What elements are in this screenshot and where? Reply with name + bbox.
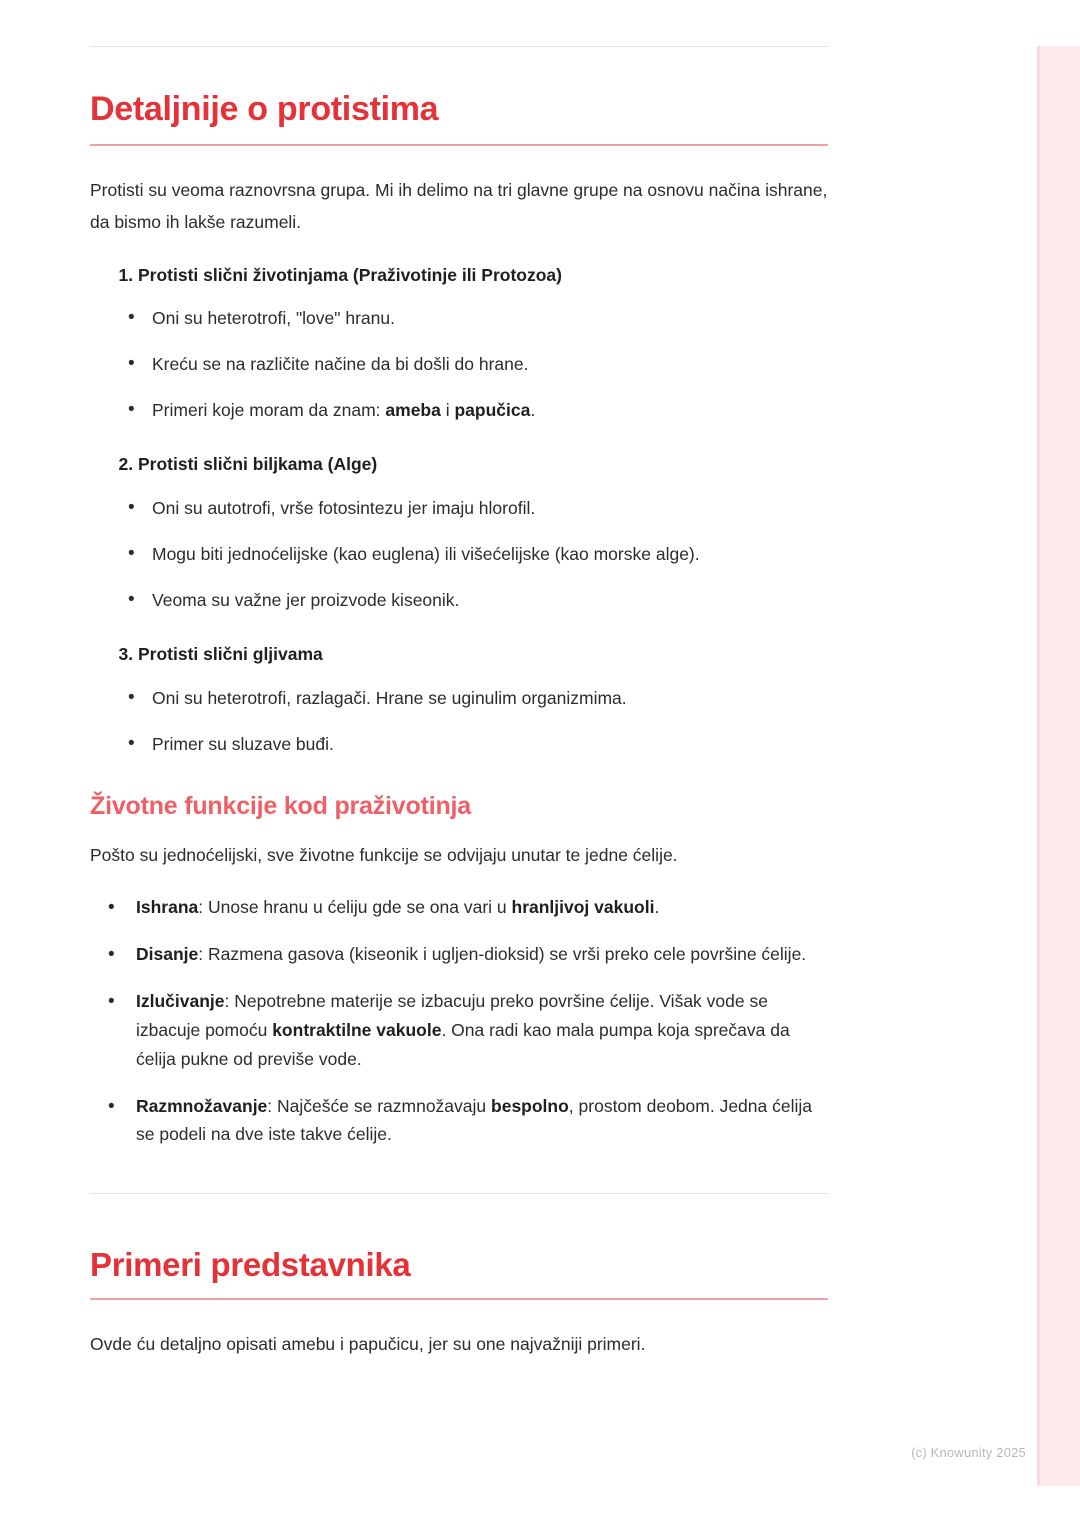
bullet-text-mid: i xyxy=(440,400,455,421)
function-text: : Unose hranu u ćeliju gde se ona vari u xyxy=(198,897,512,918)
group-heading: Protisti slični gljivama xyxy=(138,644,323,665)
copyright-footer: (c) Knowunity 2025 xyxy=(911,1445,1026,1460)
function-label: Razmnožavanje xyxy=(136,1095,268,1116)
list-item xyxy=(128,494,828,522)
function-label: Disanje xyxy=(136,944,199,965)
function-text-post: , prostom deobom. Jedna ćelija se podeli na dve iste takve ćelije. xyxy=(136,1095,812,1145)
function-label: Izlučivanje xyxy=(136,990,225,1011)
protist-group-list-1 xyxy=(90,261,828,291)
function-bold-term: kontraktilne vakuole xyxy=(272,1019,442,1040)
bullet-text: Kreću se na različite načine da bi došli do hrane. xyxy=(152,354,529,375)
list-item xyxy=(128,586,828,614)
list-item xyxy=(128,350,828,378)
title-underline xyxy=(90,144,828,146)
life-functions-list xyxy=(90,893,828,1149)
bullet-text: Oni su autotrofi, vrše fotosintezu jer imaju hlorofil. xyxy=(152,498,536,519)
list-item xyxy=(128,396,828,424)
group-heading: Protisti slični životinjama (Praživotinje ili Protozoa) xyxy=(138,264,562,285)
bullet-text: Primer su sluzave buđi. xyxy=(152,733,334,754)
list-item xyxy=(138,640,828,670)
bullet-text-post: . xyxy=(530,400,536,421)
list-item xyxy=(104,1092,828,1150)
function-bold-term: bespolno xyxy=(491,1095,569,1116)
document-content xyxy=(90,46,828,1383)
section-title-life-functions: Životne funkcije kod praživotinja xyxy=(90,791,471,820)
list-item xyxy=(138,450,828,480)
bullet-bold-term: ameba xyxy=(385,400,441,421)
bullet-text: Oni su heterotrofi, "love" hranu. xyxy=(152,308,395,329)
bullet-bold-term-2: papučica xyxy=(454,400,531,421)
function-text: : Najčešće se razmnožavaju xyxy=(267,1095,492,1116)
bullet-text: Veoma su važne jer proizvode kiseonik. xyxy=(152,590,460,611)
group-1-bullets xyxy=(90,304,828,424)
list-item xyxy=(128,540,828,568)
page-title: Detaljnije o protistima xyxy=(90,90,439,128)
list-item xyxy=(128,304,828,332)
function-text: : Nepotrebne materije se izbacuju preko površine ćelije. Višak vode se izbacuje pomoću xyxy=(136,990,768,1040)
list-item xyxy=(104,987,828,1074)
function-bold-term: hranljivoj vakuoli xyxy=(511,897,655,918)
bullet-text: Primeri koje moram da znam: xyxy=(152,400,386,421)
group-2-bullets xyxy=(90,494,828,614)
function-text-post: . xyxy=(654,897,660,918)
examples-title-underline xyxy=(90,1298,828,1300)
list-item xyxy=(104,940,828,969)
function-text: : Razmena gasova (kiseonik i ugljen-dioksid) se vrši preko cele površine ćelije. xyxy=(198,944,807,965)
list-item xyxy=(128,684,828,712)
function-label: Ishrana xyxy=(136,897,199,918)
intro-paragraph: Protisti su veoma raznovrsna grupa. Mi ih delimo na tri glavne grupe na osnovu načina ishrane, da bismo ih lakše razumeli. xyxy=(90,179,828,233)
top-divider xyxy=(90,46,828,47)
section2-intro: Pošto su jednoćelijski, sve životne funkcije se odvijaju unutar te jedne ćelije. xyxy=(90,844,678,865)
protist-group-list-3 xyxy=(90,640,828,670)
group-3-bullets xyxy=(90,684,828,758)
section3-intro: Ovde ću detaljno opisati amebu i papučicu, jer su one najvažniji primeri. xyxy=(90,1334,646,1355)
page-side-stripe xyxy=(1040,46,1080,1486)
list-item xyxy=(138,261,828,291)
bullet-text: Mogu biti jednoćelijske (kao euglena) ili višećelijske (kao morske alge). xyxy=(152,544,700,565)
page-side-stripe-edge xyxy=(1037,46,1040,1486)
group-heading: Protisti slični biljkama (Alge) xyxy=(138,454,378,475)
protist-group-list-2 xyxy=(90,450,828,480)
list-item xyxy=(104,893,828,922)
list-item xyxy=(128,730,828,758)
function-text-post: . Ona radi kao mala pumpa koja sprečava da ćelija pukne od previše vode. xyxy=(136,1019,790,1069)
section-title-examples: Primeri predstavnika xyxy=(90,1246,411,1284)
section-divider xyxy=(90,1193,828,1194)
bullet-text: Oni su heterotrofi, razlagači. Hrane se uginulim organizmima. xyxy=(152,687,627,708)
